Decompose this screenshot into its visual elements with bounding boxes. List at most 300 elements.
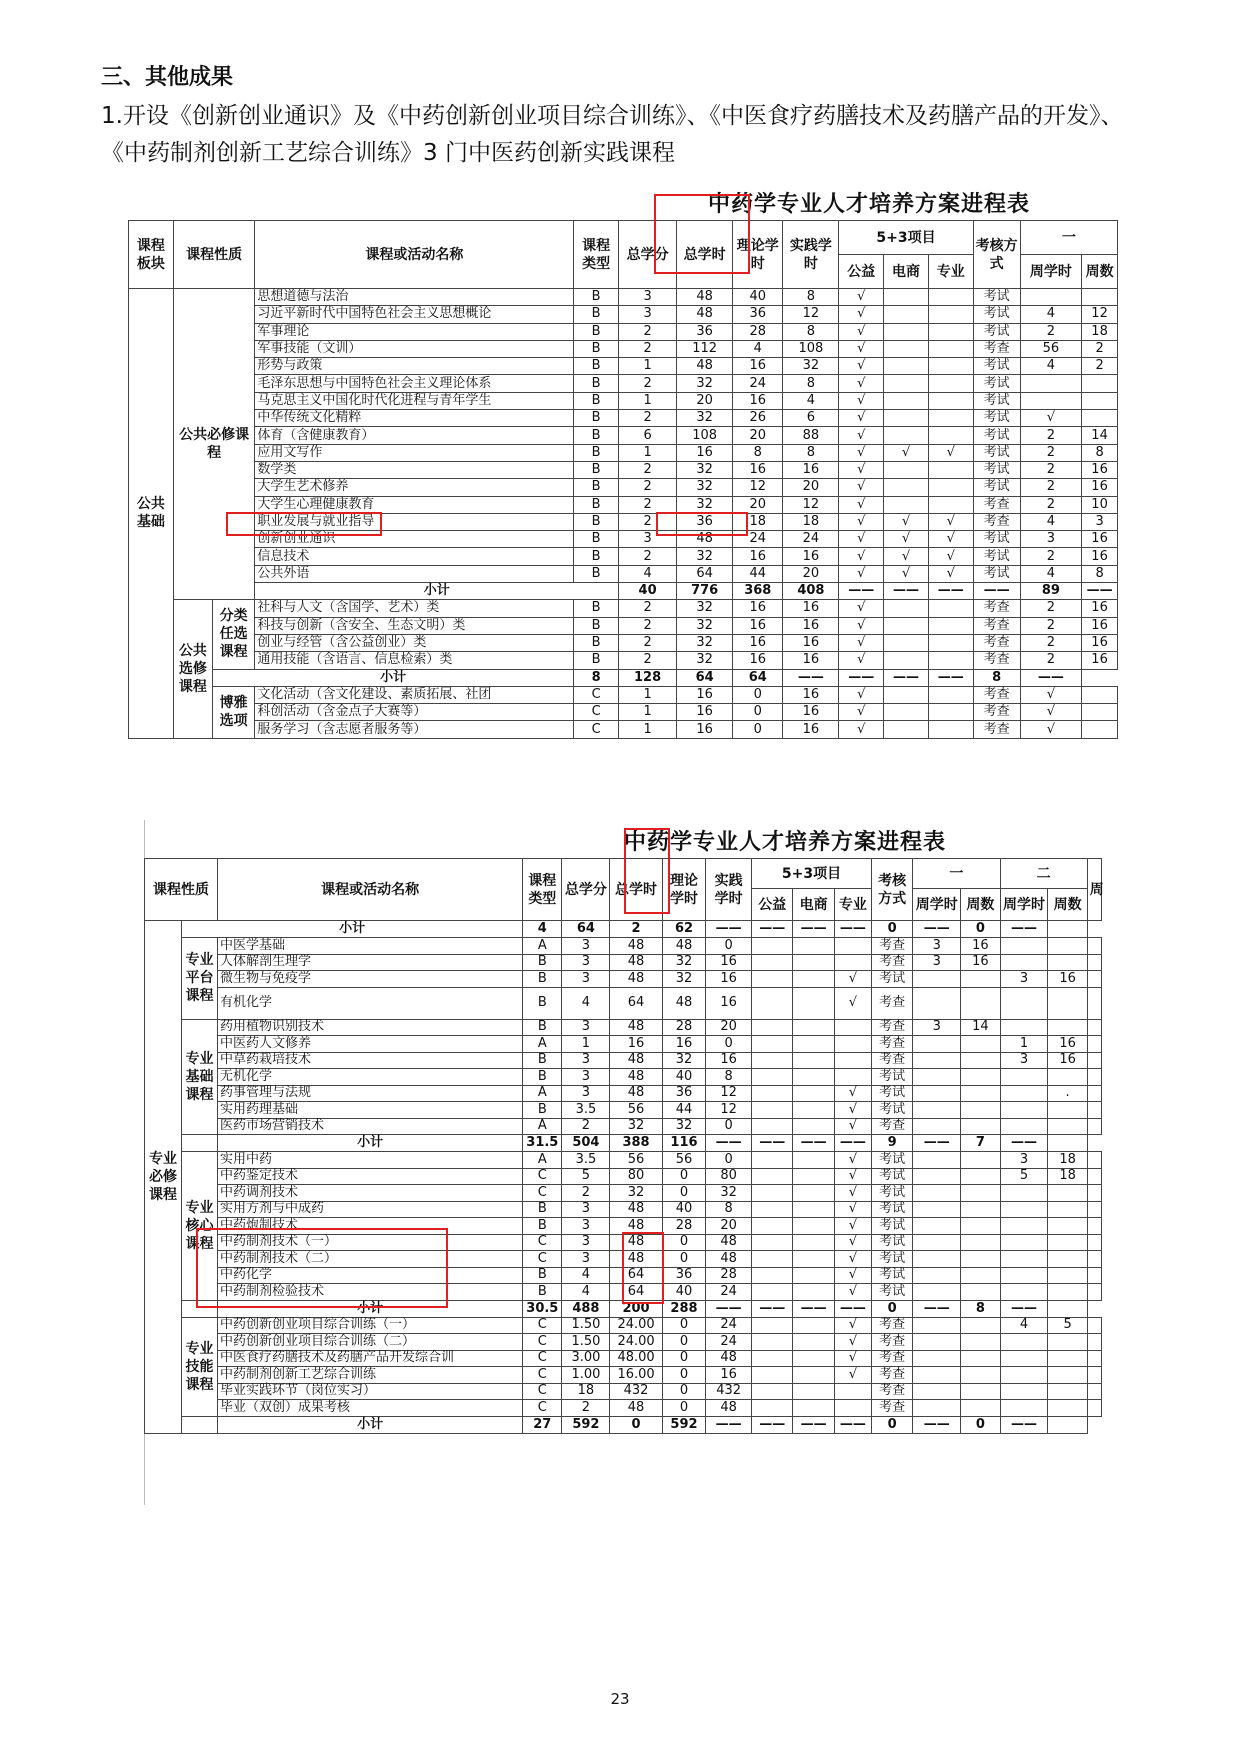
week-hours	[913, 1118, 961, 1135]
header-weeks: 周数	[1082, 255, 1118, 289]
total-hours: 56	[610, 1152, 662, 1169]
public-mark: √	[839, 392, 884, 409]
weeks: 10	[1082, 496, 1118, 513]
week-hours-2	[1000, 954, 1048, 971]
week-hours: 3	[913, 1019, 961, 1036]
theory-hours: 32	[662, 971, 706, 988]
course-type: B	[574, 375, 619, 392]
exam-method: 考查	[871, 938, 912, 955]
practice-hours: 20	[706, 1019, 752, 1036]
week-hours: 4	[1020, 513, 1082, 530]
total-credits: 3.00	[562, 1350, 610, 1367]
weeks-2	[1048, 1334, 1087, 1351]
theory-hours: 0	[662, 1168, 706, 1185]
subtotal-cell: 0	[871, 1300, 912, 1317]
exam-method: 考查	[871, 954, 912, 971]
table-row	[145, 1383, 1102, 1400]
total-credits: 1.00	[562, 1367, 610, 1384]
exam-method: 考试	[871, 971, 912, 988]
week-hours	[913, 1234, 961, 1251]
course-type: B	[574, 289, 619, 306]
major-mark	[834, 954, 871, 971]
table-row	[145, 1036, 1102, 1053]
subtotal-cell: 592	[662, 1416, 706, 1433]
cut-cell	[1087, 1383, 1101, 1400]
total-credits: 3	[562, 971, 610, 988]
major-mark: √	[928, 548, 973, 565]
total-hours: 64	[610, 987, 662, 1019]
course-name: 药用植物识别技术	[218, 1019, 523, 1036]
total-credits: 2	[619, 340, 677, 357]
public-mark	[752, 1383, 793, 1400]
week-hours	[913, 1400, 961, 1417]
total-credits: 1	[619, 704, 677, 721]
week-hours-2	[1000, 1118, 1048, 1135]
table-row	[129, 721, 1118, 738]
weeks	[961, 1383, 1000, 1400]
week-hours: 56	[1020, 340, 1082, 357]
theory-hours: 48	[662, 987, 706, 1019]
course-name: 无机化学	[218, 1069, 523, 1086]
week-hours	[913, 1201, 961, 1218]
practice-hours: 88	[783, 427, 839, 444]
week-hours	[913, 1334, 961, 1351]
exam-method: 考查	[973, 634, 1020, 651]
weeks-2	[1048, 1019, 1087, 1036]
total-hours: 32	[677, 634, 733, 651]
course-type: B	[574, 531, 619, 548]
week-hours-2	[1000, 1334, 1048, 1351]
program-table-2	[144, 858, 1102, 1434]
subtotal-cell: 7	[961, 1135, 1000, 1152]
subtotal-cell: 368	[733, 583, 783, 600]
total-hours: 48	[677, 289, 733, 306]
total-hours: 80	[610, 1168, 662, 1185]
table-row	[145, 1367, 1102, 1384]
header-weeks-2: 周数	[1048, 889, 1087, 921]
course-name: 应用文写作	[255, 444, 574, 461]
cut-cell	[1087, 1284, 1101, 1301]
week-hours	[913, 1367, 961, 1384]
course-name: 毛泽东思想与中国特色社会主义理论体系	[255, 375, 574, 392]
theory-hours: 0	[733, 686, 783, 703]
table-row	[145, 1317, 1102, 1334]
table-row	[145, 971, 1102, 988]
course-name: 中华传统文化精粹	[255, 410, 574, 427]
public-mark	[752, 971, 793, 988]
subtotal-cell: 592	[562, 1416, 610, 1433]
total-credits: 3	[562, 1234, 610, 1251]
total-credits: 3	[562, 1201, 610, 1218]
exam-method: 考查	[973, 513, 1020, 530]
subtotal-cell: ——	[913, 1300, 961, 1317]
weeks	[961, 1350, 1000, 1367]
exam-method: 考查	[871, 1400, 912, 1417]
weeks	[961, 987, 1000, 1019]
table-row	[129, 444, 1118, 461]
weeks: 16	[961, 938, 1000, 955]
theory-hours: 0	[733, 704, 783, 721]
exam-method: 考查	[973, 617, 1020, 634]
table-row	[145, 1085, 1102, 1102]
course-type: B	[523, 1069, 562, 1086]
header-cut: 周	[1087, 859, 1101, 921]
total-hours: 56	[610, 1102, 662, 1119]
public-mark	[752, 1367, 793, 1384]
cut-cell	[1087, 1036, 1101, 1053]
weeks-2: 5	[1048, 1317, 1087, 1334]
week-hours-2: 3	[1000, 1152, 1048, 1169]
total-hours: 32	[677, 410, 733, 427]
ecommerce-mark	[793, 1185, 834, 1202]
ecommerce-mark	[793, 1218, 834, 1235]
total-hours: 48	[610, 1019, 662, 1036]
practice-hours: 16	[706, 954, 752, 971]
theory-hours: 28	[662, 1019, 706, 1036]
exam-method: 考试	[973, 289, 1020, 306]
subtotal-cell: 27	[523, 1416, 562, 1433]
course-name: 实用方剂与中成药	[218, 1201, 523, 1218]
public-mark	[752, 1334, 793, 1351]
weeks: 14	[1082, 427, 1118, 444]
exam-method: 考查	[871, 1036, 912, 1053]
ecommerce-mark	[793, 1052, 834, 1069]
major-mark	[928, 652, 973, 669]
week-hours-2: 5	[1000, 1168, 1048, 1185]
subtotal-cell: 288	[662, 1300, 706, 1317]
practice-hours: 0	[706, 1118, 752, 1135]
theory-hours: 0	[662, 1367, 706, 1384]
weeks	[961, 1267, 1000, 1284]
theory-hours: 40	[733, 289, 783, 306]
public-mark	[752, 1036, 793, 1053]
course-name: 实用中药	[218, 1152, 523, 1169]
subtotal-cell: ——	[793, 921, 834, 938]
public-mark: √	[839, 306, 884, 323]
week-hours: 3	[1020, 531, 1082, 548]
total-hours: 108	[677, 427, 733, 444]
theory-hours: 0	[662, 1350, 706, 1367]
subtotal-cell: ——	[834, 921, 871, 938]
week-hours	[1020, 375, 1082, 392]
exam-method: 考试	[871, 1168, 912, 1185]
weeks-2	[1048, 1218, 1087, 1235]
header-hours: 总学时	[677, 221, 733, 289]
course-name: 中医食疗药膳技术及药膳产品开发综合训	[218, 1350, 523, 1367]
public-mark	[752, 1052, 793, 1069]
total-credits: 2	[619, 323, 677, 340]
practice-hours: 16	[783, 686, 839, 703]
major-mark	[834, 1400, 871, 1417]
course-type: C	[523, 1400, 562, 1417]
header-semester: 一	[1020, 221, 1117, 255]
major-mark: √	[834, 1152, 871, 1169]
weeks	[1082, 686, 1118, 703]
exam-method: 考查	[871, 1334, 912, 1351]
major-mark	[928, 427, 973, 444]
total-hours: 32	[677, 548, 733, 565]
course-type: C	[523, 1350, 562, 1367]
weeks-2	[1048, 987, 1087, 1019]
course-name: 中医药人文修养	[218, 1036, 523, 1053]
total-hours: 48	[610, 938, 662, 955]
practice-hours: 16	[783, 704, 839, 721]
exam-method: 考查	[871, 1317, 912, 1334]
week-hours	[913, 1185, 961, 1202]
ecommerce-mark	[884, 358, 929, 375]
week-hours	[913, 971, 961, 988]
table-row	[145, 1400, 1102, 1417]
exam-method: 考试	[871, 1267, 912, 1284]
weeks	[961, 1185, 1000, 1202]
public-mark: √	[839, 634, 884, 651]
header-major: 专业	[834, 889, 871, 921]
ecommerce-mark	[884, 721, 929, 738]
major-mark: √	[834, 1234, 871, 1251]
theory-hours: 40	[662, 1069, 706, 1086]
major-mark	[928, 600, 973, 617]
public-mark: √	[839, 600, 884, 617]
ecommerce-mark	[884, 306, 929, 323]
program-table-1	[128, 220, 1118, 739]
table-row	[129, 704, 1118, 721]
total-credits: 3	[619, 531, 677, 548]
week-hours: √	[1020, 410, 1082, 427]
major-mark: √	[834, 1218, 871, 1235]
total-hours: 16	[677, 686, 733, 703]
table-row	[129, 496, 1118, 513]
table-row	[129, 358, 1118, 375]
subtotal-cell: 0	[961, 921, 1000, 938]
week-hours: 2	[1020, 496, 1082, 513]
header-public: 公益	[839, 255, 884, 289]
week-hours-2	[1000, 1400, 1048, 1417]
theory-hours: 16	[733, 461, 783, 478]
weeks-2	[1048, 1284, 1087, 1301]
total-hours: 16.00	[610, 1367, 662, 1384]
weeks-2	[1048, 938, 1087, 955]
subtotal-row	[145, 1416, 1102, 1433]
week-hours: 3	[913, 938, 961, 955]
major-mark	[928, 479, 973, 496]
ecommerce-mark	[793, 938, 834, 955]
exam-method: 考查	[973, 686, 1020, 703]
total-hours: 48	[677, 358, 733, 375]
public-mark: √	[839, 496, 884, 513]
major-mark	[928, 461, 973, 478]
ecommerce-mark	[793, 1152, 834, 1169]
weeks: 14	[961, 1019, 1000, 1036]
major-mark	[834, 938, 871, 955]
week-hours: 2	[1020, 548, 1082, 565]
practice-hours: 24	[706, 1334, 752, 1351]
header-week-hours: 周学时	[1020, 255, 1082, 289]
weeks	[961, 1052, 1000, 1069]
exam-method: 考试	[973, 306, 1020, 323]
course-name: 文化活动（含文化建设、素质拓展、社团	[255, 686, 574, 703]
course-name: 中药调剂技术	[218, 1185, 523, 1202]
group-public-elective: 公共选修课程	[173, 600, 212, 738]
header-practice: 实践学时	[706, 859, 752, 921]
week-hours	[1020, 289, 1082, 306]
course-name: 科创活动（含金点子大赛等）	[255, 704, 574, 721]
exam-method: 考试	[871, 1234, 912, 1251]
table-row	[145, 1069, 1102, 1086]
total-hours: 64	[610, 1284, 662, 1301]
public-mark: √	[839, 652, 884, 669]
course-type: C	[523, 1334, 562, 1351]
course-type: C	[523, 1185, 562, 1202]
table-row	[129, 340, 1118, 357]
theory-hours: 0	[733, 721, 783, 738]
weeks	[961, 1102, 1000, 1119]
weeks	[961, 1367, 1000, 1384]
week-hours: 3	[913, 954, 961, 971]
subtotal-cell: ——	[834, 1416, 871, 1433]
ecommerce-mark	[884, 617, 929, 634]
public-mark: √	[839, 358, 884, 375]
major-mark	[928, 721, 973, 738]
cut-cell	[1087, 1085, 1101, 1102]
practice-hours: 48	[706, 1400, 752, 1417]
theory-hours: 16	[733, 358, 783, 375]
total-hours: 64	[677, 565, 733, 582]
subtotal-cell: 388	[610, 1135, 662, 1152]
table-row	[129, 634, 1118, 651]
table-row	[145, 938, 1102, 955]
exam-method: 考试	[973, 375, 1020, 392]
public-mark	[752, 1185, 793, 1202]
total-hours: 32	[677, 479, 733, 496]
subtotal-cell: 2	[610, 921, 662, 938]
program-table-screenshot-2	[144, 820, 1102, 1505]
weeks-2: 16	[1048, 1036, 1087, 1053]
practice-hours: 16	[706, 1052, 752, 1069]
subtotal-cell: ——	[1082, 583, 1118, 600]
week-hours: 2	[1020, 479, 1082, 496]
course-type: B	[574, 600, 619, 617]
major-mark: √	[834, 1185, 871, 1202]
total-hours: 48.00	[610, 1350, 662, 1367]
course-type: C	[523, 1317, 562, 1334]
practice-hours: 16	[783, 652, 839, 669]
total-hours: 20	[677, 392, 733, 409]
major-mark: √	[928, 444, 973, 461]
ecommerce-mark	[884, 634, 929, 651]
course-name: 人体解剖生理学	[218, 954, 523, 971]
practice-hours: 4	[783, 392, 839, 409]
weeks	[1082, 410, 1118, 427]
subtotal-cell: 小计	[182, 921, 523, 938]
total-credits: 2	[619, 461, 677, 478]
subtotal-cell: 小计	[218, 1300, 523, 1317]
week-hours-2	[1000, 987, 1048, 1019]
exam-method: 考试	[973, 531, 1020, 548]
total-hours: 48	[610, 954, 662, 971]
week-hours-2	[1000, 1102, 1048, 1119]
major-mark: √	[834, 1251, 871, 1268]
course-name: 社科与人文（含国学、艺术）类	[255, 600, 574, 617]
header-week-hours-2: 周学时	[1000, 889, 1048, 921]
public-mark	[752, 1317, 793, 1334]
spacer	[182, 1300, 218, 1317]
table-row	[129, 652, 1118, 669]
weeks	[961, 1201, 1000, 1218]
total-hours: 48	[610, 1234, 662, 1251]
theory-hours: 24	[733, 375, 783, 392]
exam-method: 考试	[973, 392, 1020, 409]
table-row	[129, 548, 1118, 565]
major-mark	[834, 1052, 871, 1069]
table-row	[129, 306, 1118, 323]
subtotal-cell: 40	[619, 583, 677, 600]
exam-method: 考查	[871, 987, 912, 1019]
table-title: 中药学专业人才培养方案进程表	[624, 829, 947, 855]
table-row	[129, 410, 1118, 427]
header-credits: 总学分	[562, 859, 610, 921]
subtotal-row	[145, 1300, 1102, 1317]
total-hours: 48	[610, 1069, 662, 1086]
cut-cell	[1087, 1350, 1101, 1367]
weeks: 16	[1082, 479, 1118, 496]
cut-cell	[1087, 1019, 1101, 1036]
group-public-basic: 公共基础	[129, 289, 174, 739]
practice-hours: 16	[706, 1367, 752, 1384]
table-row	[129, 427, 1118, 444]
table-row	[145, 1218, 1102, 1235]
course-type: C	[523, 1383, 562, 1400]
cut-cell	[1087, 971, 1101, 988]
exam-method: 考查	[871, 1383, 912, 1400]
course-type: B	[574, 427, 619, 444]
practice-hours: 0	[706, 1036, 752, 1053]
weeks-2: 16	[1048, 971, 1087, 988]
exam-method: 考试	[871, 1218, 912, 1235]
table-row	[129, 392, 1118, 409]
total-credits: 3	[562, 954, 610, 971]
major-mark: √	[834, 1168, 871, 1185]
subtotal-cell: ——	[1000, 1416, 1048, 1433]
major-mark: √	[834, 1102, 871, 1119]
public-mark	[752, 1118, 793, 1135]
major-mark: √	[928, 565, 973, 582]
public-mark: √	[839, 721, 884, 738]
ecommerce-mark	[793, 987, 834, 1019]
practice-hours: 8	[706, 1069, 752, 1086]
practice-hours: 48	[706, 1234, 752, 1251]
exam-method: 考试	[871, 1185, 912, 1202]
weeks-2	[1048, 1201, 1087, 1218]
course-name: 中药创新创业项目综合训练（二）	[218, 1334, 523, 1351]
week-hours: √	[1020, 686, 1082, 703]
public-mark: √	[839, 531, 884, 548]
total-hours: 32	[610, 1185, 662, 1202]
week-hours	[913, 1218, 961, 1235]
course-name: 通用技能（含语言、信息检索）类	[255, 652, 574, 669]
practice-hours: 16	[783, 617, 839, 634]
week-hours-2	[1000, 1267, 1048, 1284]
cut-cell	[1087, 1267, 1101, 1284]
course-name: 有机化学	[218, 987, 523, 1019]
subtotal-cell: ——	[884, 669, 929, 686]
practice-hours: 24	[706, 1284, 752, 1301]
course-type: B	[523, 1284, 562, 1301]
course-name: 马克思主义中国化时代化进程与青年学生	[255, 392, 574, 409]
theory-hours: 44	[662, 1102, 706, 1119]
exam-method: 考试	[973, 444, 1020, 461]
public-mark: √	[839, 289, 884, 306]
total-hours: 48	[610, 1201, 662, 1218]
